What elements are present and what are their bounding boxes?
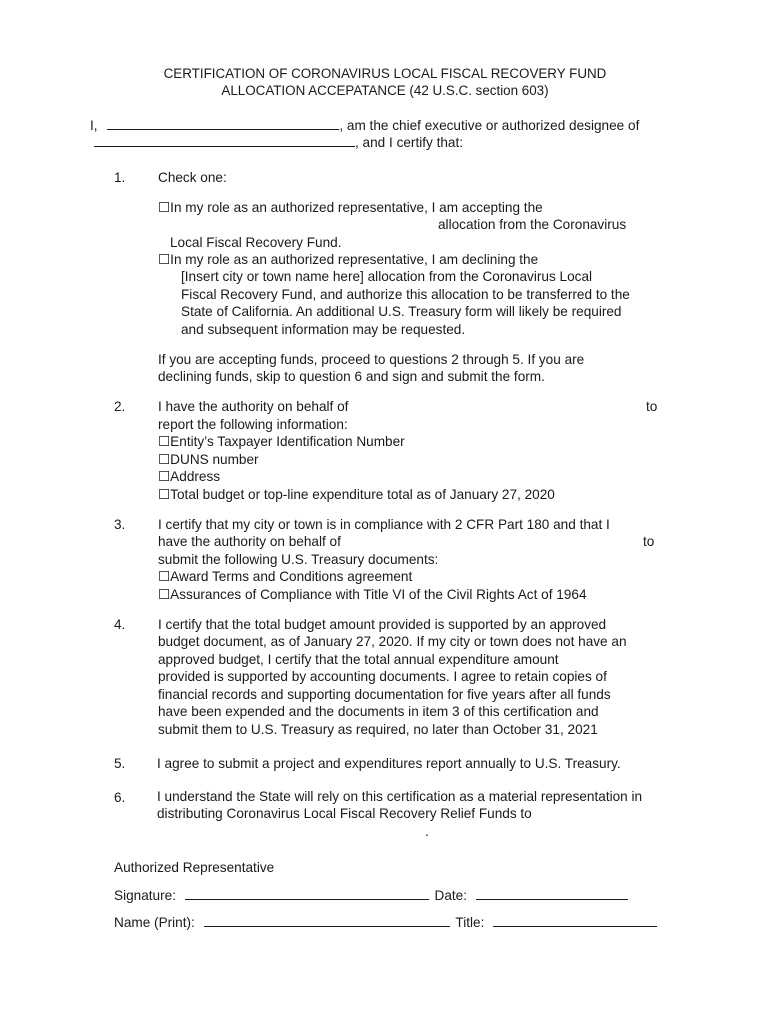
item6-line1: I understand the State will rely on this certification as a material representation in [157, 789, 643, 804]
signature-row [114, 886, 628, 904]
date-field[interactable] [476, 886, 628, 900]
instructions-line1: If you are accepting funds, proceed to questions 2 through 5. If you are [158, 352, 585, 367]
item4-line: submit them to U.S. Treasury as required, no later than October 31, 2021 [158, 722, 598, 737]
item3-line1: I certify that my city or town is in compliance with 2 CFR Part 180 and that I [158, 517, 610, 532]
budget-total-checkbox[interactable]: ☐Total budget or top-line expenditure total as of January 27, 2020 [158, 487, 555, 502]
form-title-line2: ALLOCATION ACCEPATANCE (42 U.S.C. section 603) [221, 83, 549, 98]
title-label: Title: [455, 915, 485, 930]
intro-line2 [94, 133, 463, 151]
decline-option-line3: Fiscal Recovery Fund, and authorize this allocation to be transferred to the [181, 287, 630, 302]
title-field[interactable] [493, 913, 657, 927]
form-title-line1: CERTIFICATION OF CORONAVIRUS LOCAL FISCAL RECOVERY FUND [163, 66, 607, 81]
name-row [114, 913, 657, 931]
item5-line1: I agree to submit a project and expenditures report annually to U.S. Treasury. [157, 756, 621, 771]
item6-line3: . [425, 824, 429, 839]
item4-line: budget document, as of January 27, 2020. If my city or town does not have an [158, 634, 627, 649]
item4-line: financial records and supporting documentation for five years after all funds [158, 687, 611, 702]
item4-line: approved budget, I certify that the total annual expenditure amount [158, 652, 559, 667]
name-blank[interactable] [107, 116, 339, 130]
item1-number: 1. [114, 170, 126, 185]
item2-line2: report the following information: [158, 417, 348, 432]
item2-number: 2. [114, 399, 126, 414]
item3-line2: have the authority on behalf of [158, 534, 341, 549]
item4-line: I certify that the total budget amount provided is supported by an approved [158, 617, 607, 632]
item3-number: 3. [114, 517, 126, 532]
date-label: Date: [434, 888, 468, 903]
item2-to: to [646, 399, 658, 414]
instructions-line2: declining funds, skip to question 6 and sign and submit the form. [158, 369, 545, 384]
decline-option-line4: State of California. An additional U.S. Treasury form will likely be required [181, 304, 622, 319]
item3-to: to [643, 534, 655, 549]
title-vi-checkbox[interactable]: ☐Assurances of Compliance with Title VI of the Civil Rights Act of 1964 [158, 587, 587, 602]
item3-line3: submit the following U.S. Treasury documents: [158, 552, 439, 567]
decline-option-line5: and subsequent information may be requested. [181, 322, 466, 337]
decline-option-line2: [Insert city or town name here] allocation from the Coronavirus Local [181, 269, 593, 284]
decline-checkbox-option[interactable]: ☐In my role as an authorized representative, I am declining the [158, 252, 539, 267]
intro-line1-suffix: , am the chief executive or authorized designee of [339, 118, 640, 133]
item4-line: provided is supported by accounting documents. I agree to retain copies of [158, 669, 607, 684]
accept-option-line2: allocation from the Coronavirus [438, 217, 627, 232]
signature-field[interactable] [185, 886, 429, 900]
tin-checkbox[interactable]: ☐Entity’s Taxpayer Identification Number [158, 434, 405, 449]
duns-checkbox[interactable]: ☐DUNS number [158, 452, 259, 467]
item5-number: 5. [114, 756, 126, 771]
address-checkbox[interactable]: ☐Address [158, 469, 221, 484]
name-print-label: Name (Print): [114, 915, 195, 930]
item6-number: 6. [114, 790, 126, 805]
item2-line1: I have the authority on behalf of [158, 399, 349, 414]
name-print-field[interactable] [204, 913, 450, 927]
intro-line1 [90, 116, 639, 134]
accept-option-line3: Local Fiscal Recovery Fund. [170, 235, 342, 250]
item4-line: have been expended and the documents in item 3 of this certification and [158, 704, 599, 719]
entity-blank[interactable] [94, 133, 355, 147]
intro-prefix: I, [90, 118, 98, 133]
intro-line2-suffix: , and I certify that: [355, 135, 464, 150]
item1-heading: Check one: [158, 170, 227, 185]
item6-line2: distributing Coronavirus Local Fiscal Recovery Relief Funds to [157, 806, 532, 821]
award-terms-checkbox[interactable]: ☐Award Terms and Conditions agreement [158, 569, 413, 584]
item4-number: 4. [114, 617, 126, 632]
signature-label: Signature: [114, 888, 176, 903]
accept-checkbox-option[interactable]: ☐In my role as an authorized representative, I am accepting the [158, 200, 543, 215]
authorized-representative-heading: Authorized Representative [114, 860, 275, 875]
